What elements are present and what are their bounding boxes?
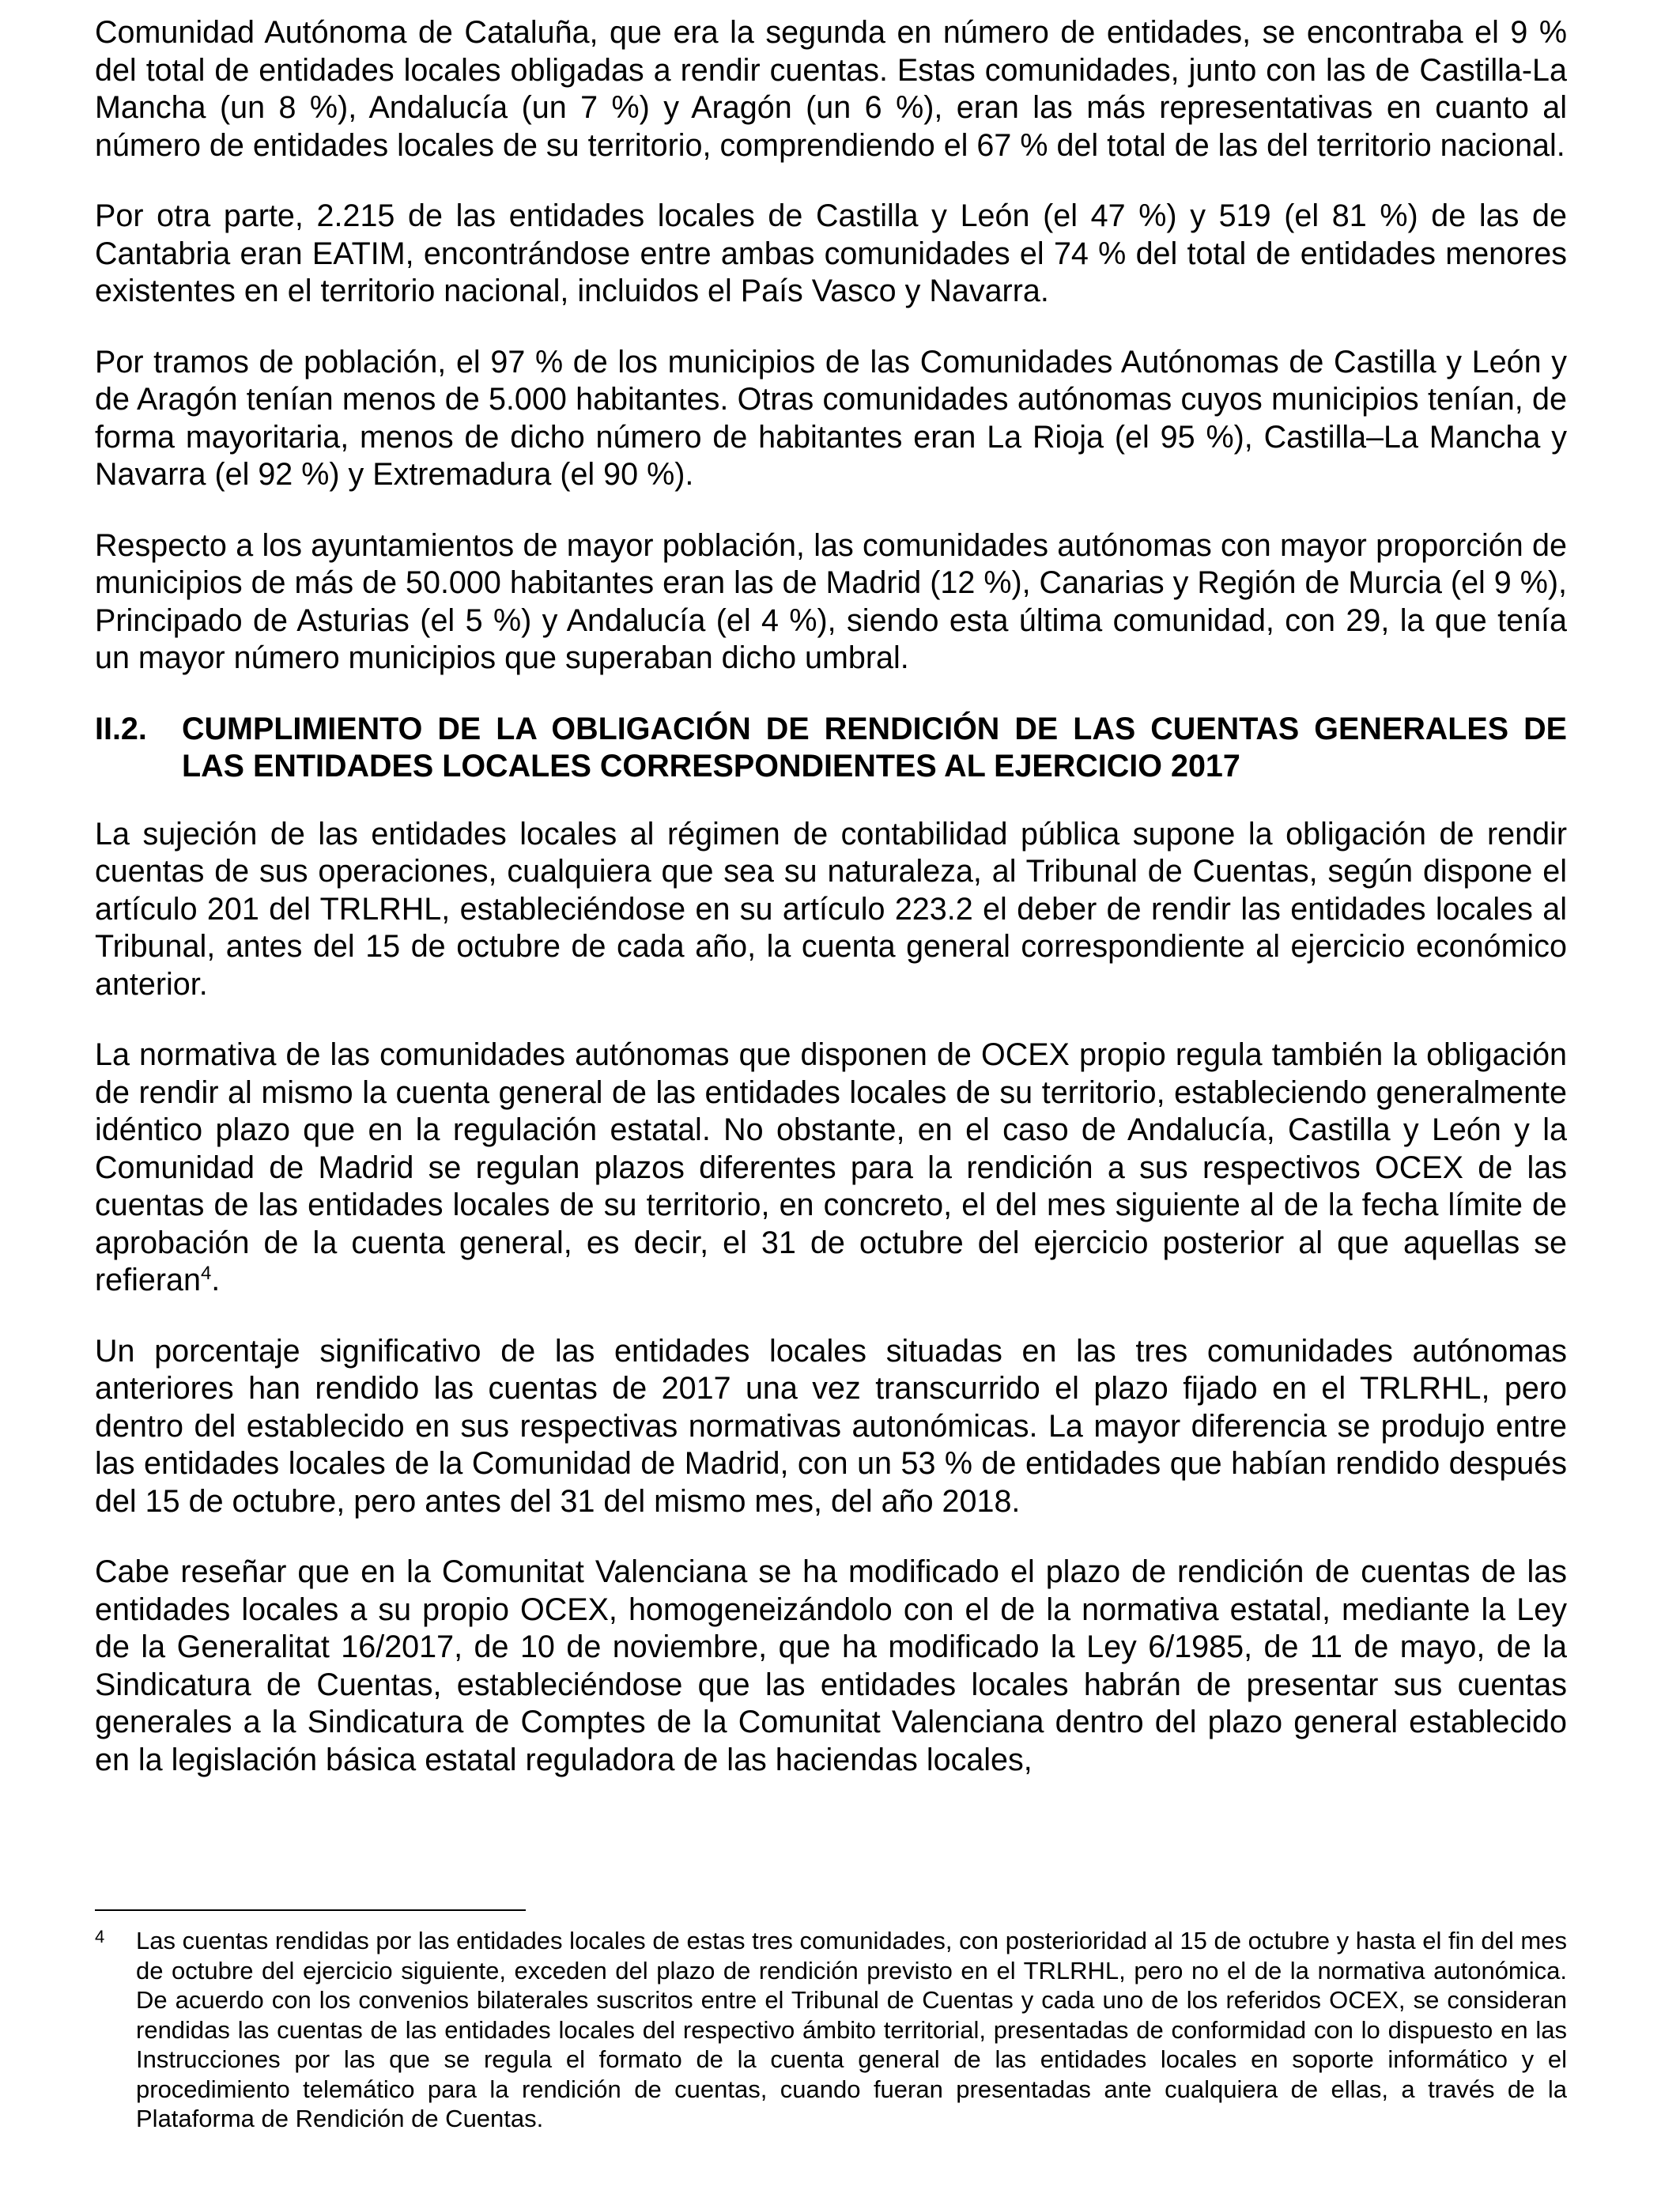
section-number: II.2. [95,711,147,746]
paragraph-late-submissions: Un porcentaje significativo de las entidades locales situadas en las tres comunidades autónomas anteriores han rendido las cuentas de 2017 una vez transcurrido el plazo fijado en el TRLRHL, pero dentro del establecido en sus respectivas normativas autonómicas. La mayor diferencia se produjo entre las entidades locales de la Comunidad de Madrid, con un 53 % de entidades que habían rendido después del 15 de octubre, pero antes del 31 del mismo mes, del año 2018. [95,1333,1567,1519]
footnote-text: Las cuentas rendidas por las entidades locales de estas tres comunidades, con posterioridad al 15 de octubre y hasta el fin del mes de octubre del ejercicio siguiente, exceden del plazo de rendición previsto en el TRLRHL, pero no el de la normativa autonómica. De acuerdo con los convenios bilaterales suscritos entre el Tribunal de Cuentas y cada uno de los referidos OCEX, se consideran rendidas las cuentas de las entidades locales del respectivo ámbito territorial, presentadas de conformidad con lo dispuesto en las Instrucciones por las que se regula el formato de la cuenta general de las entidades locales en soporte informático y el procedimiento telemático para la rendición de cuentas, cuando fueran presentadas ante cualquiera de ellas, a través de la Plataforma de Rendición de Cuentas. [136,1927,1567,2132]
footnote-reference[interactable]: 4 [200,1262,212,1284]
section-heading [95,711,1567,786]
section-title: CUMPLIMIENTO DE LA OBLIGACIÓN DE RENDICIÓN DE LAS CUENTAS GENERALES DE LAS ENTIDADES LOCALES CORRESPONDIENTES AL EJERCICIO 2017 [182,711,1567,784]
paragraph-ocex-regulation-text: La normativa de las comunidades autónomas que disponen de OCEX propio regula también la obligación de rendir al mismo la cuenta general de las entidades locales de su territorio, estableciendo generalmente idéntico plazo que en la regulación estatal. No obstante, en el caso de Andalucía, Castilla y León y la Comunidad de Madrid se regulan plazos diferentes para la rendición a sus respectivos OCEX de las cuentas de las entidades locales de su territorio, en concreto, el del mes siguiente al de la fecha límite de aprobación de la cuenta general, es decir, el 31 de octubre del ejercicio posterior al que aquellas se refieran [95,1037,1567,1297]
document-page [95,14,1567,1812]
paragraph-eatim: Por otra parte, 2.215 de las entidades locales de Castilla y León (el 47 %) y 519 (el 81 %) de las de Cantabria eran EATIM, encontrándose entre ambas comunidades el 74 % del total de entidades menores existentes en el territorio nacional, incluidos el País Vasco y Navarra. [95,198,1567,308]
paragraph-ocex-regulation [95,1037,1567,1300]
paragraph-large-municipalities: Respecto a los ayuntamientos de mayor población, las comunidades autónomas con mayor proporción de municipios de más de 50.000 habitantes eran las de Madrid (12 %), Canarias y Región de Murcia (el 9 %), Principado de Asturias (el 5 %) y Andalucía (el 4 %), siendo esta última comunidad, con 29, la que tenía un mayor número municipios que superaban dicho umbral. [95,527,1567,675]
footnote [95,1926,1567,2134]
paragraph-comunitat-valenciana: Cabe reseñar que en la Comunitat Valenciana se ha modificado el plazo de rendición de cuentas de las entidades locales a su propio OCEX, homogeneizándolo con el de la normativa estatal, mediante la Ley de la Generalitat 16/2017, de 10 de noviembre, que ha modificado la Ley 6/1985, de 11 de mayo, de la Sindicatura de Cuentas, estableciéndose que las entidades locales habrán de presentar sus cuentas generales a la Sindicatura de Comptes de la Comunitat Valenciana dentro del plazo general establecido en la legislación básica estatal reguladora de las haciendas locales, [95,1554,1567,1777]
paragraph-accountability-obligation: La sujeción de las entidades locales al régimen de contabilidad pública supone la obligación de rendir cuentas de sus operaciones, cualquiera que sea su naturaleza, al Tribunal de Cuentas, según dispone el artículo 201 del TRLRHL, estableciéndose en su artículo 223.2 el deber de rendir las entidades locales al Tribunal, antes del 15 de octubre de cada año, la cuenta general correspondiente al ejercicio económico anterior. [95,816,1567,1002]
paragraph-population-brackets: Por tramos de población, el 97 % de los municipios de las Comunidades Autónomas de Castilla y León y de Aragón tenían menos de 5.000 habitantes. Otras comunidades autónomas cuyos municipios tenían, de forma mayoritaria, menos de dicho número de habitantes eran La Rioja (el 95 %), Castilla–La Mancha y Navarra (el 92 %) y Extremadura (el 90 %). [95,344,1567,492]
footnote-separator [95,1909,526,1911]
paragraph-cataluna-share: Comunidad Autónoma de Cataluña, que era la segunda en número de entidades, se encontraba el 9 % del total de entidades locales obligadas a rendir cuentas. Estas comunidades, junto con las de Castilla-La Mancha (un 8 %), Andalucía (un 7 %) y Aragón (un 6 %), eran las más representativas en cuanto al número de entidades locales de su territorio, comprendiendo el 67 % del total de las del territorio nacional. [95,15,1567,163]
footnote-number: 4 [95,1927,105,1947]
paragraph-ocex-regulation-end: . [211,1263,221,1297]
